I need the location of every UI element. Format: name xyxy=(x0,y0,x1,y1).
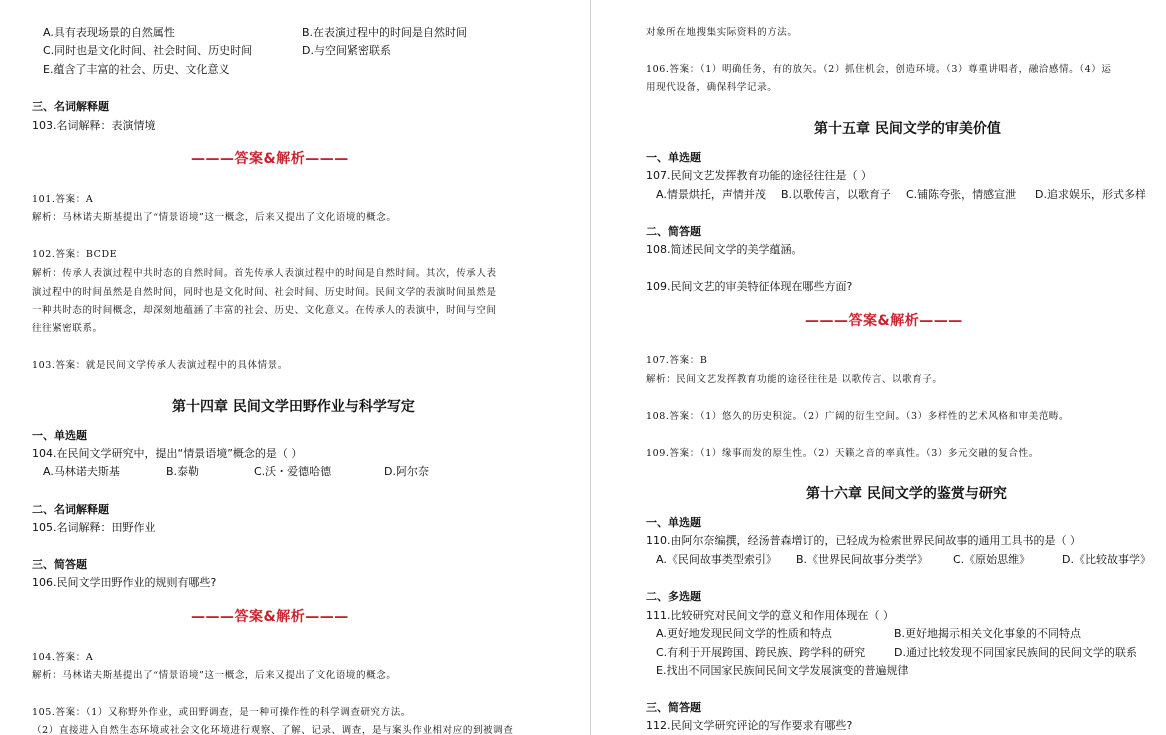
question-106: 106.民间文学田野作业的规则有哪些? xyxy=(32,576,217,589)
q107-option-d: D.追求娱乐，形式多样 xyxy=(1035,188,1146,201)
q110-option-d: D.《比较故事学》 xyxy=(1062,553,1151,566)
question-104: 104.在民间文学研究中，提出“情景语境”概念的是（ ） xyxy=(32,447,303,460)
answer-102: 102.答案：BCDE xyxy=(32,249,118,260)
answer-105: 105.答案：（1）又称野外作业，或田野调查，是一种可操作性的科学调查研究方法。 xyxy=(32,707,411,718)
answer-102-explanation-line: 解析：传承人表演过程中共时态的自然时间。首先传承人表演过程中的时间是自然时间。其次，传承人表 xyxy=(32,268,497,279)
option-e: E.蕴含了丰富的社会、历史、文化意义 xyxy=(43,63,230,76)
section-heading: 二、名词解释题 xyxy=(32,503,109,516)
section-heading: 三、简答题 xyxy=(646,701,701,714)
answer-106-line: 用现代设备，确保科学记录。 xyxy=(646,82,778,93)
question-109: 109.民间文艺的审美特征体现在哪些方面? xyxy=(646,280,853,293)
q107-option-b: B.以歌传言，以歌育子 xyxy=(781,188,892,201)
answer-102-explanation-line: 演过程中的时间虽然是自然时间，同时也是文化时间、社会时间、历史时间。民间文学的表演时间虽然是 xyxy=(32,287,497,298)
question-103: 103.名词解释：表演情境 xyxy=(32,119,156,132)
question-108: 108.简述民间文学的美学蕴涵。 xyxy=(646,243,803,256)
question-110: 110.由阿尔奈编撰，经汤普森增订的，已轻成为检索世界民间故事的通用工具书的是（ ） xyxy=(646,534,1081,547)
q111-option-d: D.通过比较发现不同国家民族间的民间文学的联系 xyxy=(894,646,1137,659)
question-105: 105.名词解释：田野作业 xyxy=(32,521,156,534)
chapter-title: 第十六章 民间文学的鉴赏与研究 xyxy=(806,486,1007,502)
q111-option-c: C.有利于开展跨国、跨民族、跨学科的研究 xyxy=(656,646,866,659)
answer-109: 109.答案：（1）缘事而发的原生性。（2）天籁之音的率真性。（3）多元交融的复合性。 xyxy=(646,448,1039,459)
answer-105-line: （2）直接进入自然生态环境或社会文化环境进行观察、了解、记录、调查，是与案头作业相对应的到被调查 xyxy=(32,725,514,735)
answer-103: 103.答案：就是民间文学传承人表演过程中的具体情景。 xyxy=(32,360,288,371)
answer-102-explanation-line: 往往紧密联系。 xyxy=(32,323,103,334)
answer-divider: ———答案&解析——— xyxy=(805,313,963,329)
section-heading: 二、多选题 xyxy=(646,590,701,603)
q110-option-a: A.《民间故事类型索引》 xyxy=(656,553,777,566)
q104-option-a: A.马林诺夫斯基 xyxy=(43,465,120,478)
section-heading: 三、简答题 xyxy=(32,558,87,571)
answer-102-explanation-line: 一种共时态的时间概念，却深刻地蕴涵了丰富的社会、历史、文化意义。在传承人的表演中，时间与空间 xyxy=(32,305,497,316)
q104-option-b: B.泰勒 xyxy=(166,465,200,478)
answer-107-explanation: 解析：民间文艺发挥教育功能的途径往往是 以歌传言、以歌育子。 xyxy=(646,374,943,385)
section-heading: 一、单选题 xyxy=(32,429,87,442)
section-heading: 一、单选题 xyxy=(646,516,701,529)
page-divider xyxy=(590,0,591,735)
question-107: 107.民间文艺发挥教育功能的途径往往是（ ） xyxy=(646,169,872,182)
q111-option-a: A.更好地发现民间文学的性质和特点 xyxy=(656,627,832,640)
q104-option-d: D.阿尔奈 xyxy=(384,465,429,478)
option-b: B.在表演过程中的时间是自然时间 xyxy=(302,26,468,39)
q104-option-c: C.沃・爱德哈德 xyxy=(254,465,332,478)
question-111: 111.比较研究对民间文学的意义和作用体现在（ ） xyxy=(646,609,894,622)
answer-divider: ———答案&解析——— xyxy=(191,609,349,625)
question-112: 112.民间文学研究评论的写作要求有哪些? xyxy=(646,719,853,732)
answer-101-explanation: 解析：马林诺夫斯基提出了“情景语境”这一概念，后来又提出了文化语境的概念。 xyxy=(32,212,397,223)
q110-option-b: B.《世界民间故事分类学》 xyxy=(796,553,929,566)
q110-option-c: C.《原始思维》 xyxy=(953,553,1031,566)
q107-option-a: A.情景烘托，声情并茂 xyxy=(656,188,766,201)
chapter-title: 第十四章 民间文学田野作业与科学写定 xyxy=(172,399,415,415)
answer-104: 104.答案：A xyxy=(32,652,94,663)
section-heading: 三、名词解释题 xyxy=(32,100,109,113)
answer-106: 106.答案：（1）明确任务，有的放矢。（2）抓住机会，创造环境。（3）尊重讲唱者，融洽感情。（4）运 xyxy=(646,64,1112,75)
answer-105-continued: 对象所在地搜集实际资料的方法。 xyxy=(646,27,798,38)
option-c: C.同时也是文化时间、社会时间、历史时间 xyxy=(43,44,253,57)
right-page xyxy=(594,0,1166,735)
answer-104-explanation: 解析：马林诺夫斯基提出了“情景语境”这一概念，后来又提出了文化语境的概念。 xyxy=(32,670,397,681)
option-a: A.具有表现场景的自然属性 xyxy=(43,26,175,39)
q111-option-e: E.找出不同国家民族间民间文学发展演变的普遍规律 xyxy=(656,664,909,677)
answer-101: 101.答案：A xyxy=(32,194,94,205)
answer-107: 107.答案：B xyxy=(646,355,708,366)
q107-option-c: C.铺陈夸张，情感宣泄 xyxy=(906,188,1017,201)
answer-divider: ———答案&解析——— xyxy=(191,151,349,167)
section-heading: 二、简答题 xyxy=(646,225,701,238)
chapter-title: 第十五章 民间文学的审美价值 xyxy=(814,121,1001,137)
q111-option-b: B.更好地揭示相关文化事象的不同特点 xyxy=(894,627,1082,640)
section-heading: 一、单选题 xyxy=(646,151,701,164)
option-d: D.与空间紧密联系 xyxy=(302,44,391,57)
answer-108: 108.答案：（1）悠久的历史积淀。（2）广阔的衍生空间。（3）多样性的艺术风格和审美范畴。 xyxy=(646,411,1070,422)
